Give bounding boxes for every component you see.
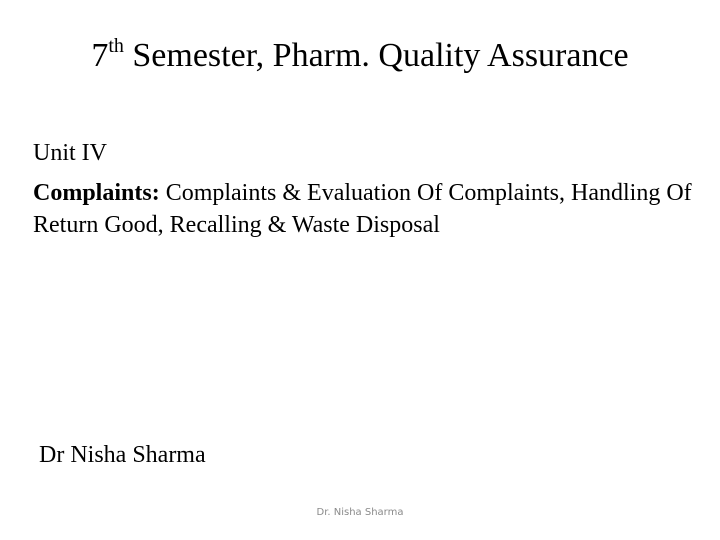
body-description: Complaints & Evaluation Of Complaints, Handling Of Return Good, Recalling & Waste Disposal [33,180,692,238]
slide-footer: Dr. Nisha Sharma [316,507,404,518]
author-name: Dr Nisha Sharma [39,442,206,468]
title-number: 7 [91,37,109,74]
body-label: Complaints: [33,180,160,206]
title-text: Semester, Pharm. Quality Assurance [123,37,629,74]
slide-title [40,34,680,78]
slide-body [33,177,693,241]
title-superscript: th [108,34,124,57]
unit-label: Unit IV [33,140,107,166]
